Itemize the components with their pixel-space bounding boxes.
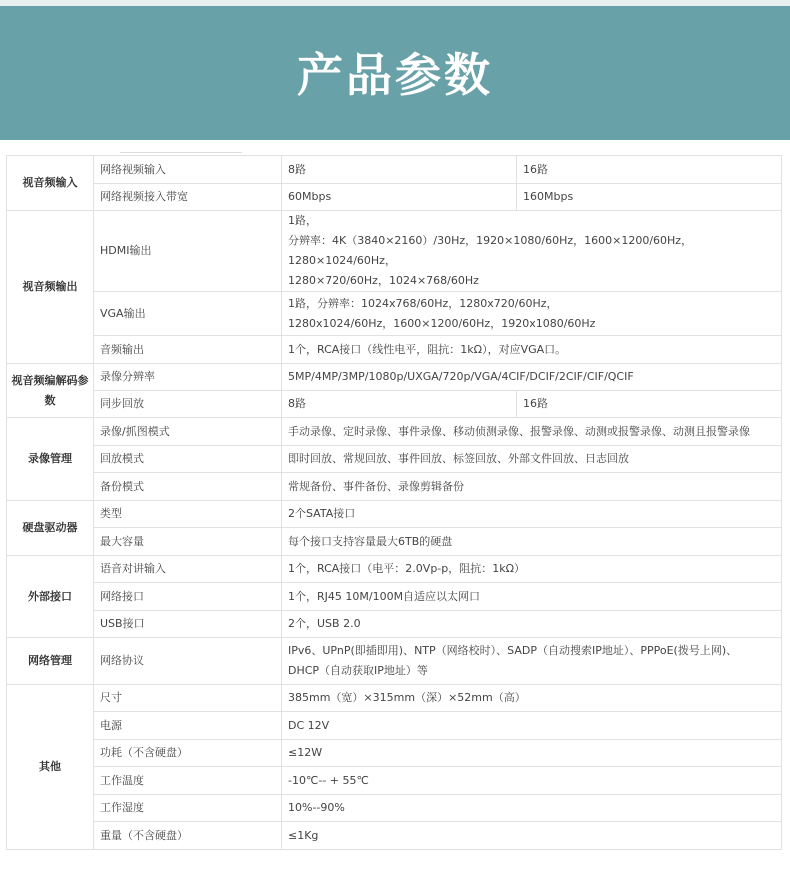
param-value: 即时回放、常规回放、事件回放、标签回放、外部文件回放、日志回放 <box>282 446 782 473</box>
table-row <box>7 184 782 211</box>
param-value: 常规备份、事件备份、录像剪辑备份 <box>282 473 782 501</box>
table-row <box>7 795 782 822</box>
table-row <box>7 822 782 850</box>
table-row <box>7 767 782 795</box>
param-label: 工作温度 <box>94 767 282 795</box>
param-value: IPv6、UPnP(即插即用)、NTP（网络校时）、SADP（自动搜索IP地址）、PPPoE(拨号上网)、 DHCP（自动获取IP地址）等 <box>282 638 782 685</box>
table-row <box>7 446 782 473</box>
table-row <box>7 211 782 292</box>
param-label: 重量（不含硬盘） <box>94 822 282 850</box>
param-label: HDMI输出 <box>94 211 282 292</box>
param-value: 16路 <box>517 156 782 184</box>
header-banner <box>0 0 790 140</box>
table-row <box>7 528 782 556</box>
table-row <box>7 391 782 418</box>
page-title: 产品参数 <box>297 48 493 102</box>
param-value: 8路 <box>282 391 517 418</box>
param-label: 网络接口 <box>94 583 282 611</box>
param-value: 1个，RCA接口（线性电平，阻抗：1kΩ），对应VGA口。 <box>282 336 782 364</box>
param-label: 录像/抓图模式 <box>94 418 282 446</box>
divider-line <box>120 152 242 153</box>
param-label: 备份模式 <box>94 473 282 501</box>
param-value: ≤12W <box>282 740 782 767</box>
category-cell: 视音频输出 <box>7 211 94 364</box>
table-row <box>7 556 782 583</box>
param-label: 网络协议 <box>94 638 282 685</box>
param-value: 手动录像、定时录像、事件录像、移动侦测录像、报警录像、动测或报警录像、动测且报警录像 <box>282 418 782 446</box>
param-label: 音频输出 <box>94 336 282 364</box>
banner-top-strip <box>0 0 790 6</box>
category-cell: 视音频编解码参数 <box>7 364 94 418</box>
param-label: 回放模式 <box>94 446 282 473</box>
table-row <box>7 611 782 638</box>
table-row <box>7 583 782 611</box>
param-value: 1个，RCA接口（电平：2.0Vp-p，阻抗：1kΩ） <box>282 556 782 583</box>
param-label: 语音对讲输入 <box>94 556 282 583</box>
param-label: 同步回放 <box>94 391 282 418</box>
param-value: 每个接口支持容量最大6TB的硬盘 <box>282 528 782 556</box>
table-row <box>7 156 782 184</box>
param-label: 功耗（不含硬盘） <box>94 740 282 767</box>
param-label: 尺寸 <box>94 685 282 712</box>
param-value: 10%--90% <box>282 795 782 822</box>
param-value: ≤1Kg <box>282 822 782 850</box>
param-value: 1路，分辨率：1024x768/60Hz，1280x720/60Hz， 1280x1024/60Hz，1600×1200/60Hz，1920x1080/60Hz <box>282 292 782 336</box>
param-label: 最大容量 <box>94 528 282 556</box>
param-label: 网络视频输入 <box>94 156 282 184</box>
spec-table <box>6 155 782 850</box>
param-label: USB接口 <box>94 611 282 638</box>
table-row <box>7 501 782 528</box>
category-cell: 录像管理 <box>7 418 94 501</box>
param-value: 5MP/4MP/3MP/1080p/UXGA/720p/VGA/4CIF/DCIF/2CIF/CIF/QCIF <box>282 364 782 391</box>
category-cell: 网络管理 <box>7 638 94 685</box>
category-cell: 硬盘驱动器 <box>7 501 94 556</box>
param-value: 2个，USB 2.0 <box>282 611 782 638</box>
table-row <box>7 473 782 501</box>
table-row <box>7 292 782 336</box>
param-value: DC 12V <box>282 712 782 740</box>
table-row <box>7 638 782 685</box>
category-cell: 其他 <box>7 685 94 850</box>
param-value: 385mm（宽）×315mm（深）×52mm（高） <box>282 685 782 712</box>
param-label: VGA输出 <box>94 292 282 336</box>
table-row <box>7 418 782 446</box>
param-value: -10℃-- + 55℃ <box>282 767 782 795</box>
param-value: 1个，RJ45 10M/100M自适应以太网口 <box>282 583 782 611</box>
param-label: 电源 <box>94 712 282 740</box>
table-row <box>7 364 782 391</box>
param-value: 8路 <box>282 156 517 184</box>
param-value: 160Mbps <box>517 184 782 211</box>
param-value: 2个SATA接口 <box>282 501 782 528</box>
table-row <box>7 712 782 740</box>
table-row <box>7 685 782 712</box>
param-value: 60Mbps <box>282 184 517 211</box>
category-cell: 视音频输入 <box>7 156 94 211</box>
param-label: 类型 <box>94 501 282 528</box>
param-value: 16路 <box>517 391 782 418</box>
param-value: 1路， 分辨率：4K（3840×2160）/30Hz，1920×1080/60Hz，1600×1200/60Hz，1280×1024/60Hz， 1280×720/60Hz，1024×768/60Hz <box>282 211 782 292</box>
category-cell: 外部接口 <box>7 556 94 638</box>
param-label: 工作湿度 <box>94 795 282 822</box>
table-row <box>7 336 782 364</box>
param-label: 网络视频接入带宽 <box>94 184 282 211</box>
table-row <box>7 740 782 767</box>
param-label: 录像分辨率 <box>94 364 282 391</box>
